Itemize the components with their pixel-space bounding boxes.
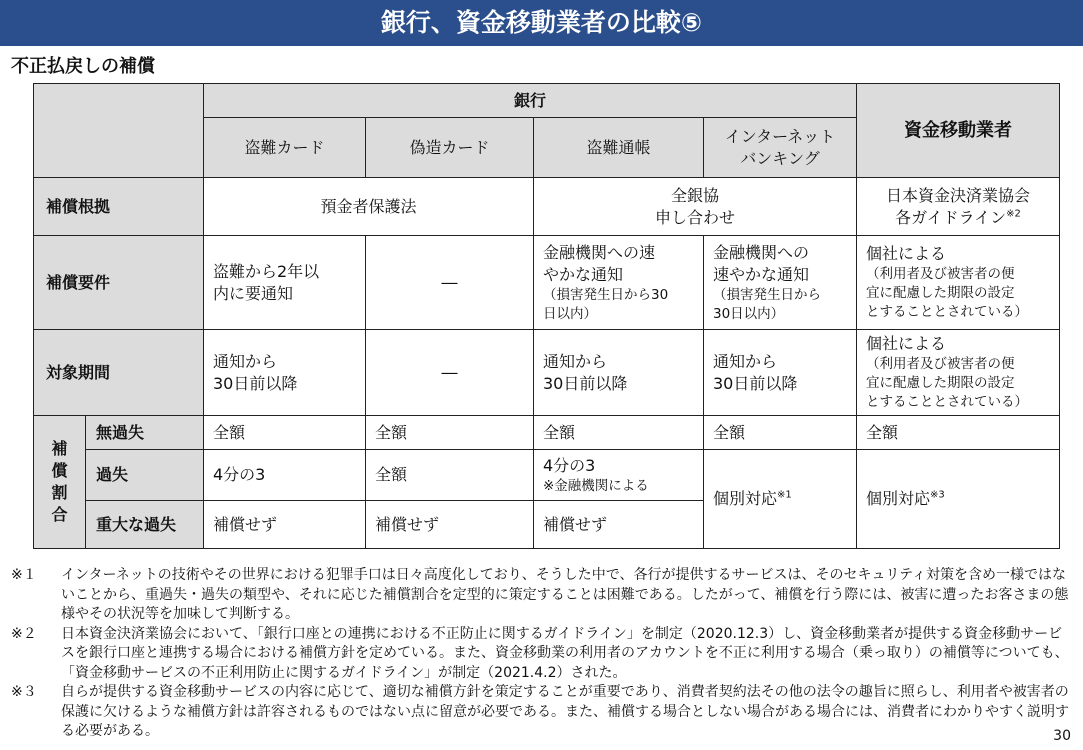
cell-period-stolen-passbook: 通知から 30日前以降 <box>534 330 704 416</box>
comparison-table <box>33 83 1060 549</box>
row-header-basis: 補償根拠 <box>34 178 204 236</box>
cell-period-fund: 個社による （利用者及び被害者の便 宜に配慮した期限の設定 とすることとされている） <box>857 330 1060 416</box>
cell-requirement-forged-card: ― <box>366 236 534 330</box>
cell-fault-internet-banking-individual: 個別対応$^{※1}$ <box>704 450 857 549</box>
col-header-internet-banking: インターネット バンキング <box>704 118 857 178</box>
cell-gross-stolen-card: 補償せず <box>204 501 366 549</box>
section-subtitle: 不正払戻しの補償 <box>11 56 155 77</box>
cell-requirement-internet-banking: 金融機関への 速やかな通知 （損害発生日から 30日以内） <box>704 236 857 330</box>
cell-nofault-fund: 全額 <box>857 416 1060 450</box>
cell-requirement-stolen-card: 盗難から2年以 内に要通知 <box>204 236 366 330</box>
col-header-forged-card: 偽造カード <box>366 118 534 178</box>
group-header-bank: 銀行 <box>204 84 857 118</box>
slide-title-banner <box>0 0 1083 46</box>
col-header-stolen-passbook: 盗難通帳 <box>534 118 704 178</box>
cell-fault-forged-card: 全額 <box>366 450 534 501</box>
row-header-period: 対象期間 <box>34 330 204 416</box>
cell-period-stolen-card: 通知から 30日前以降 <box>204 330 366 416</box>
cell-period-forged-card: ― <box>366 330 534 416</box>
cell-gross-stolen-passbook: 補償せず <box>534 501 704 549</box>
cell-basis-law: 預金者保護法 <box>204 178 534 236</box>
cell-basis-zenginkyo: 全銀協 申し合わせ <box>534 178 857 236</box>
subrow-header-fault: 過失 <box>86 450 204 501</box>
footnote-3: ※３ 自らが提供する資金移動サービスの内容に応じて、適切な補償方針を策定することが重要であり、消費者契約法その他の法令の趣旨に照らし、利用者や被害者の保護に欠けるような補償方針は許容されるものではない点に留意が必要である。また、補償する場合としない場合がある場合には、消費者にわかりやすく説明する必要がある。 <box>11 684 1069 739</box>
cell-requirement-stolen-passbook: 金融機関への速 やかな通知 （損害発生日から30 日以内） <box>534 236 704 330</box>
footnotes <box>11 566 1071 742</box>
cell-period-internet-banking: 通知から 30日前以降 <box>704 330 857 416</box>
cell-fault-fund-individual: 個別対応$^{※3}$ <box>857 450 1060 549</box>
slide-title: 銀行、資金移動業者の比較⑤ <box>380 8 703 37</box>
col-header-stolen-card: 盗難カード <box>204 118 366 178</box>
row-header-compensation-ratio: 補 償 割 合 <box>34 416 86 549</box>
row-header-requirement: 補償要件 <box>34 236 204 330</box>
footnote-1: ※１ インターネットの技術やその世界における犯罪手口は日々高度化しており、そうした中で、各行が提供するサービスは、そのセキュリティ対策を含め一様ではないことから、重過失・過失の類型や、それに応じた補償割合を定型的に策定することは困難である。したがって、補償を行う際には、被害に遭ったお客さまの態様やその状況等を加味して判断する。 <box>11 567 1069 622</box>
cell-basis-fund: 日本資金決済業協会 各ガイドライン$^{※2}$ <box>857 178 1060 236</box>
cell-nofault-stolen-card: 全額 <box>204 416 366 450</box>
cell-fault-stolen-card: 4分の3 <box>204 450 366 501</box>
page-number: 30 <box>1053 728 1071 744</box>
subrow-header-no-fault: 無過失 <box>86 416 204 450</box>
group-header-fund-transfer: 資金移動業者 <box>857 84 1060 178</box>
cell-gross-forged-card: 補償せず <box>366 501 534 549</box>
cell-nofault-internet-banking: 全額 <box>704 416 857 450</box>
subrow-header-gross-negligence: 重大な過失 <box>86 501 204 549</box>
cell-fault-stolen-passbook: 4分の3 ※金融機関による <box>534 450 704 501</box>
table-corner-cell <box>34 84 204 178</box>
footnote-2: ※２ 日本資金決済業協会において、「銀行口座との連携における不正防止に関するガイドライン」を制定（2020.12.3）し、資金移動業者が提供する資金移動サービスを銀行口座と連携する場合における補償方針を定めている。また、資金移動業の利用者のアカウントを不正に利用する場合（乗っ取り）の補償等についても、「資金移動サービスの不正利用防止に関するガイドライン」が制定（2021.4.2）された。 <box>11 625 1069 681</box>
cell-requirement-fund: 個社による （利用者及び被害者の便 宜に配慮した期限の設定 とすることとされている） <box>857 236 1060 330</box>
cell-nofault-stolen-passbook: 全額 <box>534 416 704 450</box>
cell-nofault-forged-card: 全額 <box>366 416 534 450</box>
